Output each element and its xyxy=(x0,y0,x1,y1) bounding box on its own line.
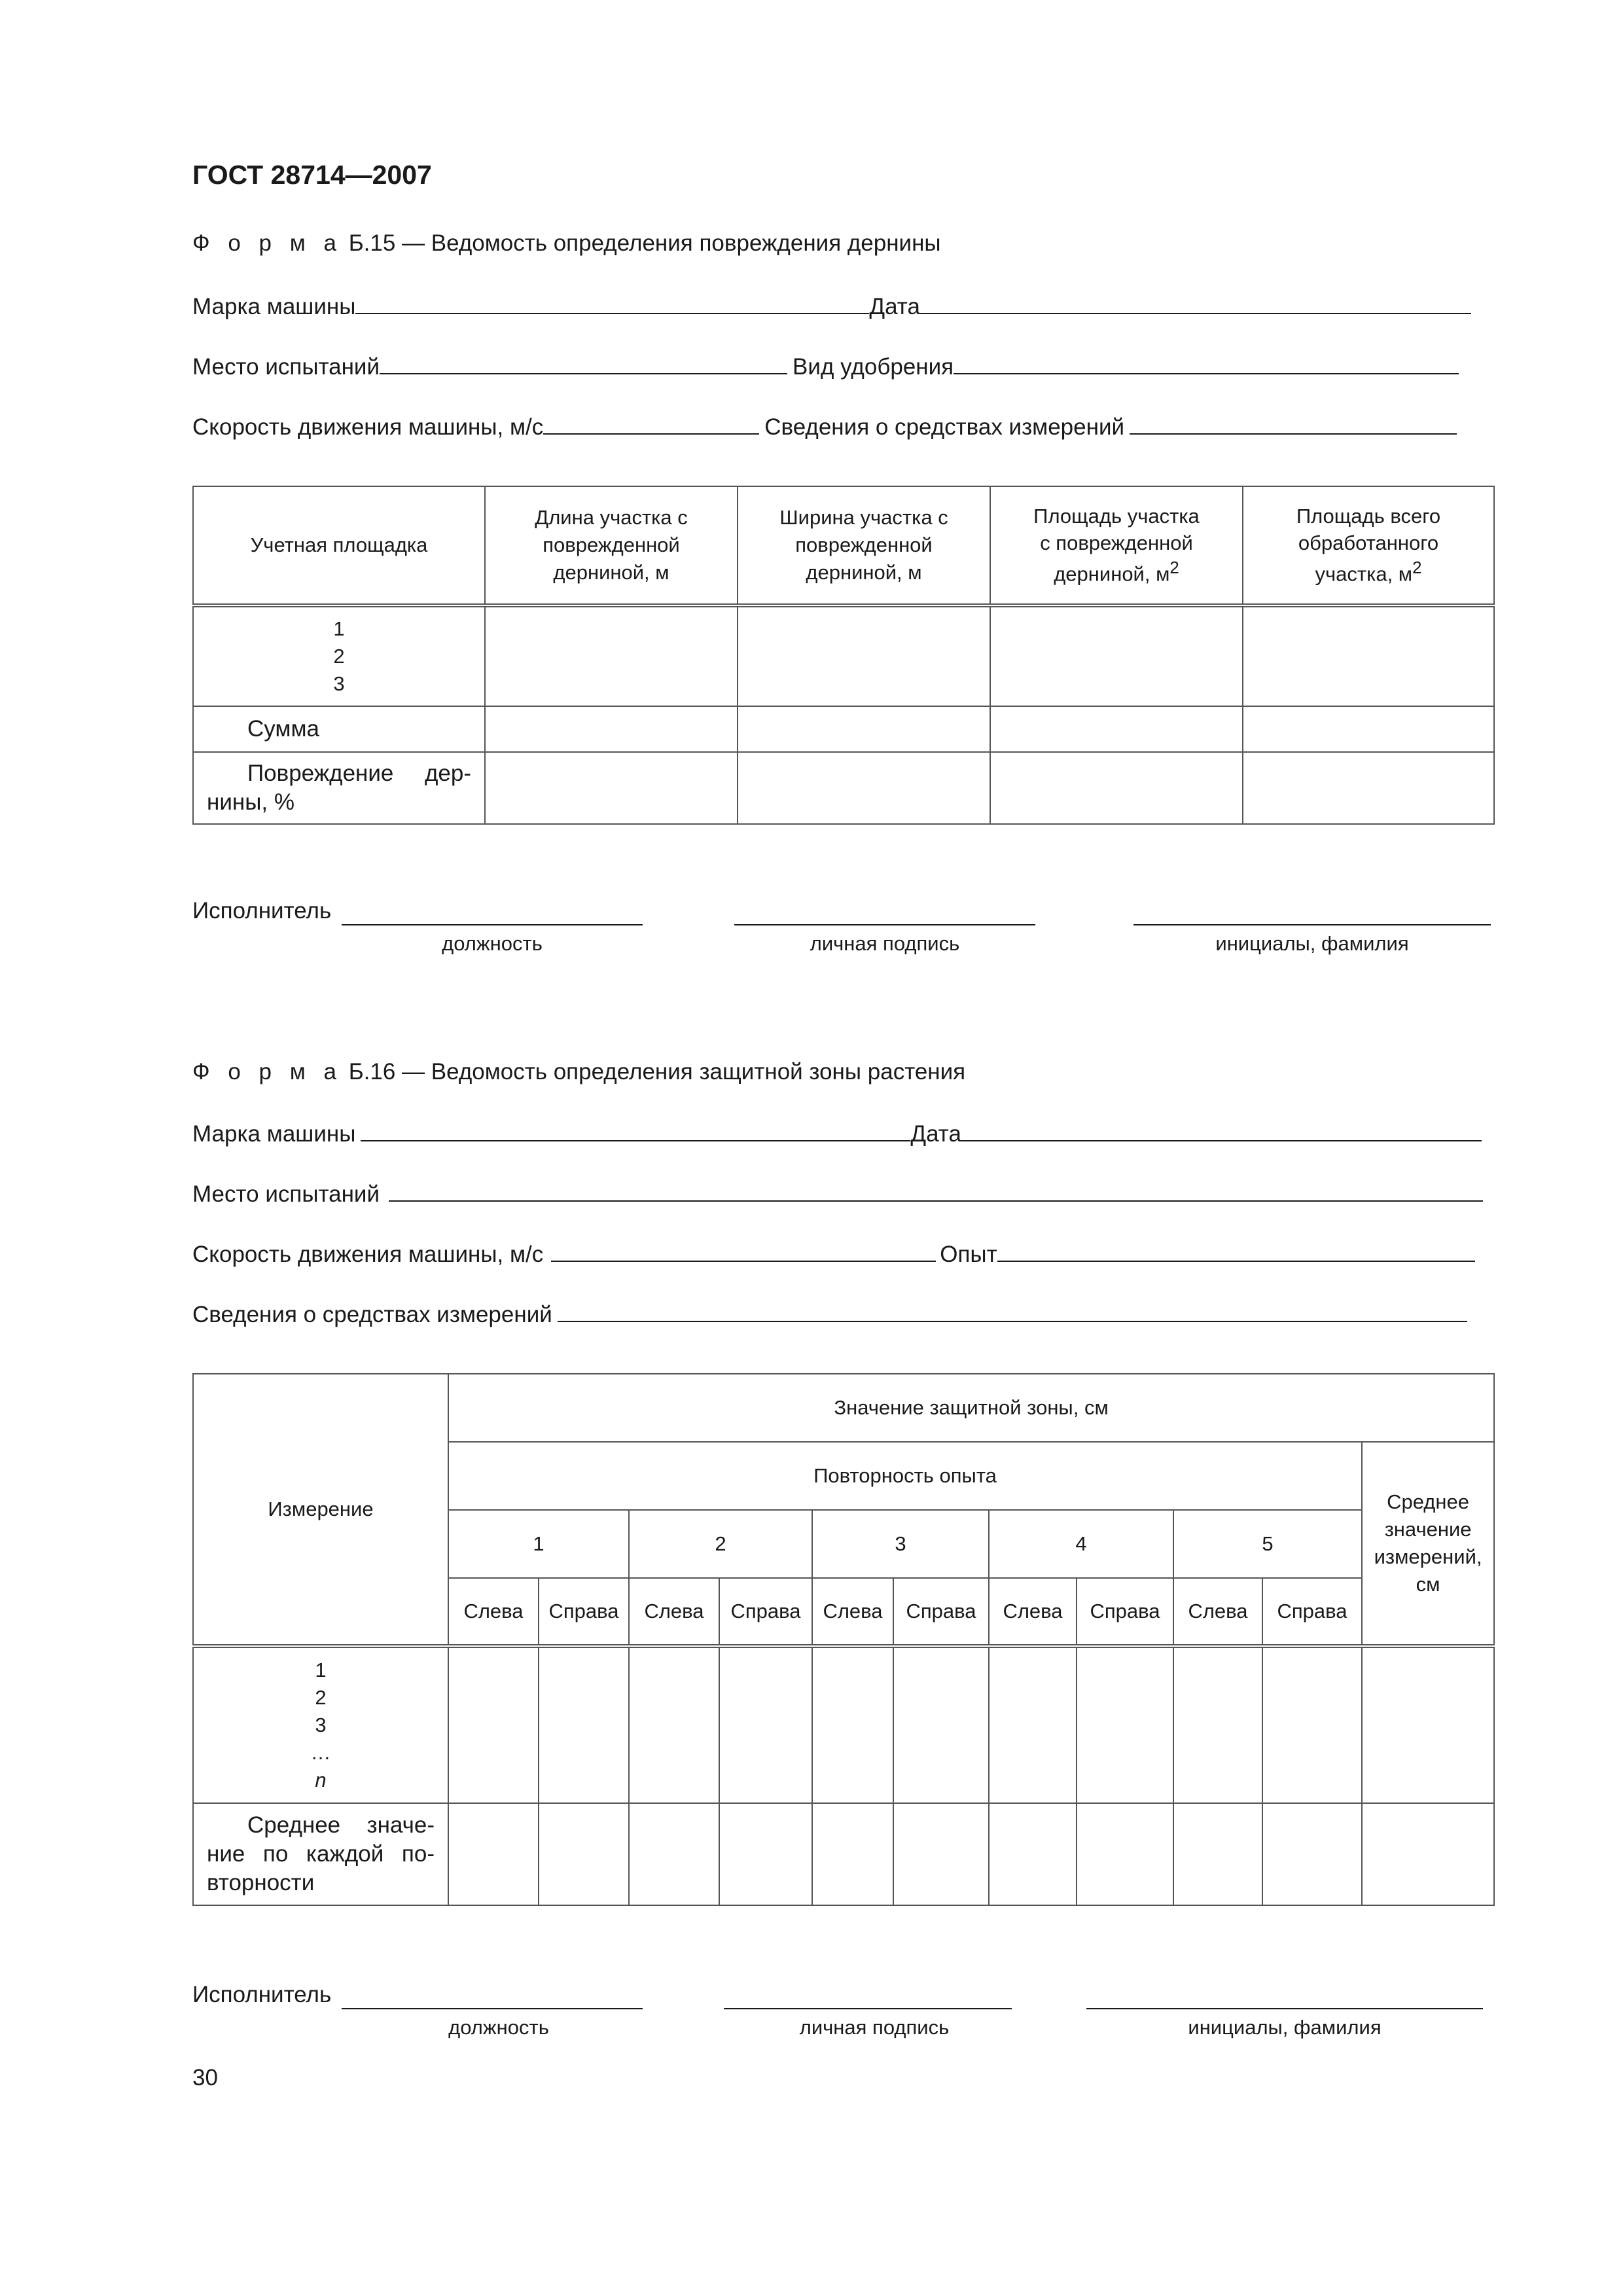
form2-date-label: Дата xyxy=(910,1121,961,1147)
form2-header-repeat: Повторность опыта xyxy=(448,1442,1362,1510)
table-cell[interactable] xyxy=(1362,1803,1494,1905)
form1-performer-label: Исполнитель xyxy=(192,898,332,924)
form2-row-place xyxy=(192,1181,1483,1208)
form2-header-zone: Значение защитной зоны, см xyxy=(448,1374,1494,1442)
form2-speed-label: Скорость движения машины, м/с xyxy=(192,1242,544,1267)
form2-rep-2: 2 xyxy=(629,1510,812,1578)
form2-place-field[interactable] xyxy=(389,1181,1483,1202)
table-cell[interactable] xyxy=(738,605,990,706)
form2-position-line[interactable] xyxy=(342,2007,643,2009)
form2-name-caption: инициалы, фамилия xyxy=(1188,2016,1382,2039)
form2-row-ellipsis: … xyxy=(310,1740,331,1764)
form1-fertilizer-field[interactable] xyxy=(954,353,1459,374)
table-cell[interactable] xyxy=(1077,1803,1173,1905)
form1-row-numbers xyxy=(193,605,485,706)
form1-instruments-field[interactable] xyxy=(1130,414,1457,435)
form2-signature-caption: личная подпись xyxy=(799,2016,950,2039)
form1-row-num-2: 2 xyxy=(333,645,345,668)
table-cell[interactable] xyxy=(893,1646,989,1803)
form2-header-measure: Измерение xyxy=(193,1374,448,1646)
form1-title-text: Б.15 — Ведомость определения повреждения дернины xyxy=(348,230,941,256)
table-cell[interactable] xyxy=(990,605,1243,706)
form1-fertilizer-label: Вид удобрения xyxy=(793,354,954,380)
form2-right-5: Справа xyxy=(1262,1578,1362,1646)
form1-machine-label: Марка машины xyxy=(192,294,356,319)
form2-rep-1: 1 xyxy=(448,1510,629,1578)
form2-row-num-1: 1 xyxy=(315,1659,327,1682)
table-cell[interactable] xyxy=(1243,605,1494,706)
form2-title-text: Б.16 — Ведомость определения защитной зоны растения xyxy=(348,1059,966,1085)
form1-speed-label: Скорость движения машины, м/с xyxy=(192,414,544,440)
form2-title xyxy=(192,1059,965,1085)
form2-left-2: Слева xyxy=(629,1578,719,1646)
table-cell[interactable] xyxy=(629,1646,719,1803)
table-cell[interactable] xyxy=(990,752,1243,824)
table-cell[interactable] xyxy=(448,1803,539,1905)
form2-experiment-label: Опыт xyxy=(940,1242,997,1267)
table-cell[interactable] xyxy=(1243,752,1494,824)
table-cell[interactable] xyxy=(1077,1646,1173,1803)
table-cell[interactable] xyxy=(629,1803,719,1905)
table-cell[interactable] xyxy=(448,1646,539,1803)
form2-left-4: Слева xyxy=(989,1578,1077,1646)
table-cell[interactable] xyxy=(1362,1646,1494,1803)
form1-signature-caption: личная подпись xyxy=(810,932,960,955)
form1-signature-line[interactable] xyxy=(734,923,1035,925)
form2-row-machine-date xyxy=(192,1121,1482,1147)
form2-left-3: Слева xyxy=(812,1578,893,1646)
form2-row-instruments xyxy=(192,1301,1467,1328)
form1-header-site: Учетная площадка xyxy=(193,486,485,605)
table-cell[interactable] xyxy=(1262,1803,1362,1905)
doc-code: ГОСТ 28714—2007 xyxy=(192,160,432,190)
form1-row-speed-instruments xyxy=(192,414,1457,440)
form2-mean-row-label: Среднее значе- ние по каждой по- вторности xyxy=(193,1803,448,1905)
form2-right-3: Справа xyxy=(893,1578,989,1646)
form2-row-n: n xyxy=(315,1768,327,1791)
form2-row-numbers xyxy=(193,1646,448,1803)
form2-instruments-label: Сведения о средствах измерений xyxy=(192,1302,552,1327)
table-cell[interactable] xyxy=(990,706,1243,752)
table-cell[interactable] xyxy=(1243,706,1494,752)
form2-name-line[interactable] xyxy=(1086,2007,1483,2009)
table-cell[interactable] xyxy=(539,1803,629,1905)
table-cell[interactable] xyxy=(989,1646,1077,1803)
table-cell[interactable] xyxy=(1173,1803,1262,1905)
form2-performer-label: Исполнитель xyxy=(192,1982,332,2007)
table-cell[interactable] xyxy=(719,1646,812,1803)
form2-machine-label: Марка машины xyxy=(192,1121,356,1147)
form1-row-num-1: 1 xyxy=(333,617,345,641)
form2-speed-field[interactable] xyxy=(551,1241,936,1262)
form2-right-2: Справа xyxy=(719,1578,812,1646)
table-cell[interactable] xyxy=(812,1646,893,1803)
table-cell[interactable] xyxy=(812,1803,893,1905)
form2-rep-5: 5 xyxy=(1173,1510,1362,1578)
table-cell[interactable] xyxy=(1262,1646,1362,1803)
table-cell[interactable] xyxy=(485,706,738,752)
form2-header-row-1 xyxy=(193,1374,1494,1442)
form1-header-area: Площадь участка с поврежденной дерниной, $м^2$ xyxy=(990,486,1243,605)
form2-row-num-3: 3 xyxy=(315,1713,327,1737)
form1-place-label: Место испытаний xyxy=(192,354,380,380)
table-cell[interactable] xyxy=(738,706,990,752)
form2-rep-3: 3 xyxy=(812,1510,989,1578)
form1-row-num-3: 3 xyxy=(333,672,345,695)
table-cell[interactable] xyxy=(719,1803,812,1905)
form1-table-row-damage xyxy=(193,752,1494,824)
form1-row-place-fertilizer xyxy=(192,353,1459,380)
form2-experiment-field[interactable] xyxy=(997,1241,1475,1262)
form2-row-speed-experiment xyxy=(192,1241,1475,1268)
form2-table-row-mean xyxy=(193,1803,1494,1905)
table-cell[interactable] xyxy=(989,1803,1077,1905)
form1-header-length: Длина участка с поврежденной дерниной, м xyxy=(485,486,738,605)
form1-header-total-area: Площадь всего обработанного участка, $м^2$ xyxy=(1243,486,1494,605)
form1-table-header-row xyxy=(193,486,1494,605)
table-cell[interactable] xyxy=(893,1803,989,1905)
form2-right-1: Справа xyxy=(539,1578,629,1646)
form2-left-1: Слева xyxy=(448,1578,539,1646)
form2-table xyxy=(192,1373,1495,1906)
form1-table-row-sum xyxy=(193,706,1494,752)
form2-instruments-field[interactable] xyxy=(558,1301,1467,1322)
form1-table-row-data xyxy=(193,605,1494,706)
form1-form-word: Ф о р м а xyxy=(192,230,342,256)
form1-sum-label: Сумма xyxy=(193,706,485,752)
form1-position-line[interactable] xyxy=(342,923,643,925)
form1-date-field[interactable] xyxy=(920,293,1471,314)
form1-date-label: Дата xyxy=(869,294,920,319)
form1-table xyxy=(192,486,1495,825)
form1-row-machine-date xyxy=(192,293,1471,320)
form2-header-mean: Среднее значение измерений, см xyxy=(1362,1442,1494,1646)
form2-right-4: Справа xyxy=(1077,1578,1173,1646)
form2-form-word: Ф о р м а xyxy=(192,1059,342,1085)
table-cell[interactable] xyxy=(1173,1646,1262,1803)
form1-title xyxy=(192,230,941,257)
form2-rep-4: 4 xyxy=(989,1510,1173,1578)
form1-instruments-label: Сведения о средствах измерений xyxy=(764,414,1125,440)
table-cell[interactable] xyxy=(485,605,738,706)
form2-table-row-data xyxy=(193,1646,1494,1803)
table-cell[interactable] xyxy=(539,1646,629,1803)
form1-place-field[interactable] xyxy=(380,353,787,374)
form1-position-caption: должность xyxy=(442,932,543,955)
form1-name-caption: инициалы, фамилия xyxy=(1215,932,1409,955)
table-cell[interactable] xyxy=(485,752,738,824)
form1-speed-field[interactable] xyxy=(543,414,759,435)
form1-name-line[interactable] xyxy=(1133,923,1491,925)
form1-header-width: Ширина участка с поврежденной дерниной, м xyxy=(738,486,990,605)
form2-date-field[interactable] xyxy=(961,1121,1482,1141)
form2-machine-field[interactable] xyxy=(361,1121,910,1141)
page-number: 30 xyxy=(192,2065,218,2090)
form2-signature-line[interactable] xyxy=(724,2007,1012,2009)
form2-place-label: Место испытаний xyxy=(192,1181,380,1207)
form1-damage-label: Повреждение дер- нины, % xyxy=(193,752,485,824)
form2-row-num-2: 2 xyxy=(315,1686,327,1710)
form1-machine-field[interactable] xyxy=(355,293,869,314)
form2-left-5: Слева xyxy=(1173,1578,1262,1646)
form2-position-caption: должность xyxy=(448,2016,549,2039)
table-cell[interactable] xyxy=(738,752,990,824)
